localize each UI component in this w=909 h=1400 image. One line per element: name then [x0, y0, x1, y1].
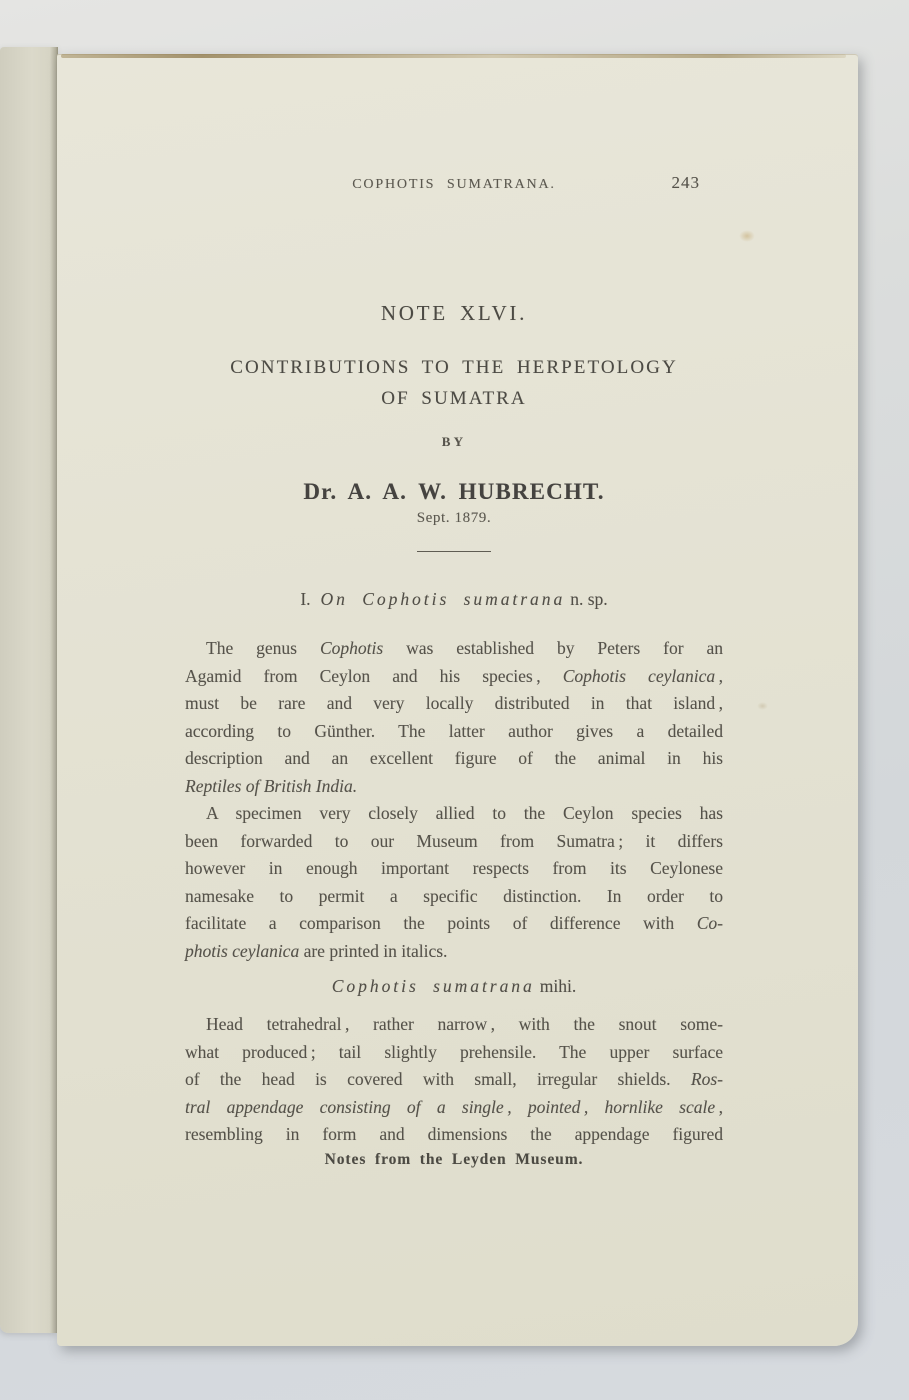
- section-divider: [417, 551, 491, 552]
- text-segment: Head tetrahedral , rather narrow , with the snout some-: [206, 1014, 723, 1034]
- text-line: [185, 1011, 723, 1039]
- text-segment: Ros-: [690, 1069, 723, 1089]
- text-segment: photis ceylanica: [185, 940, 300, 961]
- article-title-line1: CONTRIBUTIONS TO THE HERPETOLOGY: [230, 357, 678, 378]
- text-line: [185, 1039, 723, 1067]
- text-segment: resembling in form and dimensions the appendage figured: [185, 1124, 723, 1144]
- text-line: [185, 1121, 723, 1149]
- running-header: COPHOTIS SUMATRANA.: [352, 177, 556, 192]
- foxing-spot: [739, 230, 755, 242]
- text-segment: Cophotis: [319, 638, 384, 658]
- text-line: [185, 883, 723, 911]
- text-segment: description and an excellent figure of the animal in his: [185, 748, 723, 768]
- paragraph: [185, 635, 723, 800]
- species-name: Cophotis sumatrana: [331, 976, 535, 996]
- body-paragraphs-top: [185, 635, 723, 965]
- text-line: [185, 855, 723, 883]
- text-segment: Agamid from Ceylon and his species ,: [185, 665, 563, 686]
- foxing-spot: [757, 702, 768, 710]
- text-segment: been forwarded to our Museum from Sumatra ; it differs: [185, 830, 723, 851]
- byline: BY: [441, 434, 467, 449]
- text-segment: namesake to permit a specific distinction. In order to: [185, 885, 723, 906]
- text-line: [185, 663, 723, 691]
- text-segment: tral appendage consisting of a single , pointed , hornlike scale: [185, 1096, 716, 1117]
- article-title-line2: OF SUMATRA: [381, 388, 527, 409]
- text-column: [185, 54, 723, 1169]
- text-line: [185, 635, 723, 663]
- text-segment: Co-: [696, 913, 723, 933]
- text-segment: according to Günther. The latter author gives a detailed: [185, 720, 723, 741]
- note-title: NOTE XLVI.: [380, 301, 528, 325]
- text-line: [185, 718, 723, 746]
- text-segment: Reptiles of British India.: [185, 775, 358, 796]
- text-segment: was established by Peters for an: [383, 638, 723, 658]
- text-line: [185, 773, 723, 801]
- text-line: [185, 745, 723, 773]
- text-line: [185, 1094, 723, 1122]
- text-line: [185, 938, 723, 966]
- paragraph: [185, 800, 723, 965]
- article-title: [185, 352, 723, 414]
- book-page: [57, 54, 858, 1346]
- section-heading: [185, 587, 723, 611]
- text-segment: must be rare and very locally distributed in that island ,: [185, 693, 723, 713]
- text-segment: are printed in italics.: [299, 940, 448, 961]
- text-segment: of the head is covered with small, irregular shields.: [185, 1069, 691, 1089]
- body-paragraphs-bottom: [185, 1011, 723, 1149]
- text-segment: A specimen very closely allied to the Ceylon species has: [206, 803, 723, 823]
- journal-footer: Notes from the Leyden Museum.: [324, 1150, 584, 1168]
- text-segment: ,: [715, 1096, 723, 1117]
- text-segment: what produced ; tail slightly prehensile. The upper surface: [185, 1041, 723, 1062]
- running-header-row: [185, 175, 723, 195]
- publication-date: Sept. 1879.: [416, 510, 492, 526]
- species-suffix: mihi.: [539, 976, 577, 996]
- text-line: [185, 828, 723, 856]
- text-segment: however in enough important respects from its Ceylonese: [185, 858, 723, 878]
- text-line: [185, 690, 723, 718]
- text-segment: facilitate a comparison the points of difference with: [185, 913, 697, 933]
- text-line: [185, 910, 723, 938]
- paragraph: [185, 1011, 723, 1149]
- text-line: [185, 1066, 723, 1094]
- section-numeral: I.: [300, 589, 311, 609]
- section-species-name: On Cophotis sumatrana: [320, 589, 566, 609]
- species-heading: [185, 974, 723, 998]
- page-number: 243: [671, 173, 700, 192]
- author-name: Dr. A. A. W. HUBRECHT.: [303, 479, 605, 504]
- previous-page-edge: [0, 47, 58, 1333]
- text-segment: ,: [715, 665, 723, 686]
- section-suffix: n. sp.: [570, 589, 608, 609]
- text-segment: Cophotis ceylanica: [562, 665, 716, 686]
- text-line: [185, 800, 723, 828]
- text-segment: The genus: [206, 638, 320, 658]
